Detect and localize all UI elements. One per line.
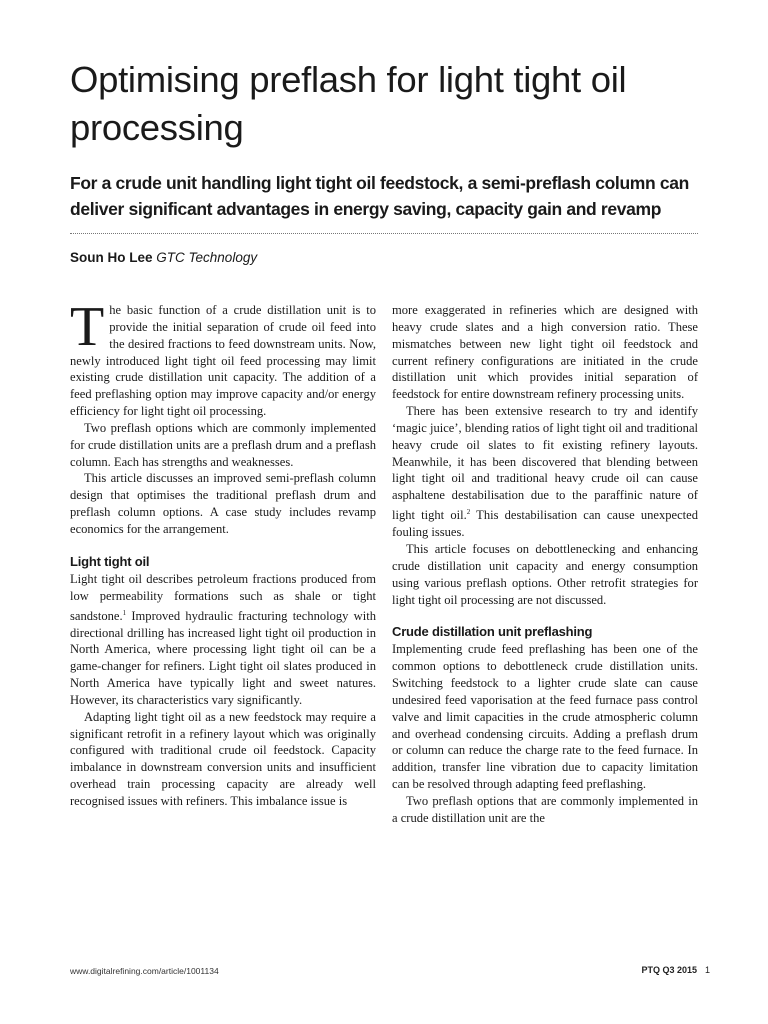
footnote-ref-1: 1 — [122, 608, 127, 617]
intro-paragraph-1-text: he basic function of a crude distillation unit is to provide the initial separation of crude oil feed into the desired fractions to feed downstream units. Now, newly introduced light tight oil feed processing may limit existing crude distillation unit capacity. The addition of a feed preflashing option may improve capacity and/or energy efficiency for light tight oil processing. — [70, 303, 376, 419]
footer-url: www.digitalrefining.com/article/1001134 — [70, 966, 219, 976]
intro-paragraph-2: Two preflash options which are commonly implemented for crude distillation units are a preflash drum and a preflash column. Each has strengths and weaknesses. — [70, 420, 376, 469]
intro-paragraph-1 — [70, 296, 376, 420]
right-column — [392, 302, 698, 827]
right-paragraph-1: more exaggerated in refineries which are designed with heavy crude slates and a high conversion ratio. These mismatches between new light tight oil feedstock and current refinery configurations are initiated in the crude distillation unit which provides initial separation of feedstock for entire downstream refinery processing units. — [392, 303, 698, 402]
right-paragraph-2-text-a: There has been extensive research to try and identify ‘magic juice’, blending ratios of light tight oil and traditional heavy crude oil slates to fit existing refinery layouts. Meanwhile, it has been discovered that blending between light tight oil and traditional heavy crude oil can cause asphaltene destabilisation due to the paraffinic nature of light tight oil. — [392, 404, 698, 523]
dotted-divider — [70, 233, 698, 234]
drop-cap: T — [70, 296, 105, 358]
right-paragraph-3: This article focuses on debottlenecking and enhancing crude distillation unit capacity and energy consumption using various preflash options. Other retrofit strategies for light tight oil processing are not discussed. — [392, 541, 698, 607]
right-paragraph-2-text-b: This destabilisation can cause unexpected fouling issues. — [392, 508, 698, 540]
lto-paragraph-1-text-b: Improved hydraulic fracturing technology with directional drilling has increased light tight oil production in North America, where processing light tight oil can be a game-changer for refiners. Light tight oil slates produced in North America have typically light and sweet natures. However, its characteristics vary significantly. — [70, 608, 376, 707]
lto-paragraph-1-text-a: Light tight oil describes petroleum fractions produced from low permeability formations such as shale or tight sandstone. — [70, 571, 376, 623]
intro-paragraph-3: This article discusses an improved semi-preflash column design that optimises the traditional preflash drum and preflash column options. A case study includes revamp economics for the arrangement. — [70, 471, 376, 536]
lto-paragraph-1 — [70, 571, 376, 709]
footer-issue-page — [641, 965, 710, 975]
author-name: Soun Ho Lee — [70, 250, 153, 265]
cdu-paragraph-2: Two preflash options that are commonly implemented in a crude distillation unit are the — [392, 793, 698, 825]
byline — [70, 250, 257, 265]
footnote-ref-2: 2 — [466, 508, 471, 517]
section-heading-light-tight-oil: Light tight oil — [70, 553, 150, 569]
section-heading-cdu-preflashing: Crude distillation unit preflashing — [392, 624, 593, 640]
lto-paragraph-2: Adapting light tight oil as a new feedstock may require a significant retrofit in a refinery layout which was originally configured with traditional crude oil feedstock. Capacity imbalance in downstream conversion units and insufficient overhead train processing capacity are already well recognised issues with refiners. This imbalance issue is — [70, 709, 376, 808]
author-affiliation: GTC Technology — [156, 250, 258, 265]
footer-issue: PTQ Q3 2015 — [641, 965, 697, 975]
article-title: Optimising preflash for light tight oil processing — [70, 59, 627, 148]
page-number: 1 — [704, 965, 710, 975]
article-subtitle: For a crude unit handling light tight oil feedstock, a semi-preflash column can deliver significant advantages in energy saving, capacity gain and revamp — [70, 173, 689, 219]
cdu-paragraph-1: Implementing crude feed preflashing has been one of the common options to debottleneck crude distillation units. Switching feedstock to a lighter crude slate can cause undesired feed vaporisation at the feed furnace pass control valve and limit capacities in the crude atmospheric column and overhead condensing circuits. Adding a preflash drum or column can reduce the charge rate to the feed furnace. In addition, transfer line vibration due to capacity limitation can be resolved through adapting feed preflashing. — [392, 642, 698, 792]
right-paragraph-2 — [392, 403, 698, 541]
left-column — [70, 296, 376, 810]
